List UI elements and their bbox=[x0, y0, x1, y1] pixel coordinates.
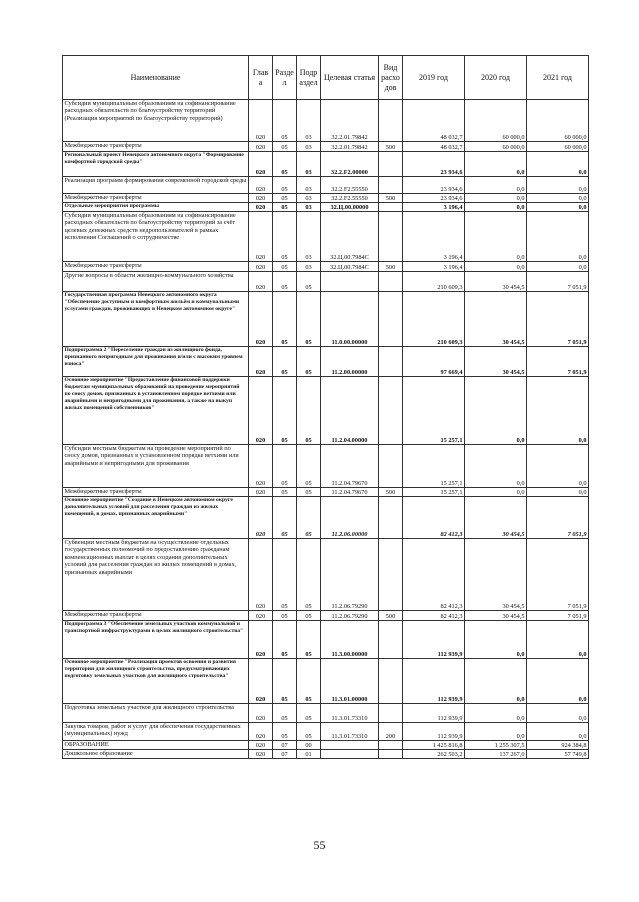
cell-2021: 0,0 bbox=[527, 194, 589, 203]
cell-podrazdel: 03 bbox=[297, 177, 321, 194]
cell-target: 11.3.01.73310 bbox=[321, 704, 379, 723]
cell-glava: 020 bbox=[249, 741, 273, 750]
cell-glava: 020 bbox=[249, 212, 273, 262]
cell-glava: 020 bbox=[249, 203, 273, 212]
cell-target: 32.Ц.00.00000 bbox=[321, 203, 379, 212]
cell-vid bbox=[379, 704, 403, 723]
cell-2020: 30 454,5 bbox=[465, 272, 527, 292]
cell-glava: 020 bbox=[249, 621, 273, 659]
table-row bbox=[63, 152, 589, 177]
cell-vid: 500 bbox=[379, 611, 403, 621]
cell-podrazdel: 05 bbox=[297, 488, 321, 497]
cell-2019: 262 503,2 bbox=[403, 750, 465, 759]
cell-name: ОБРАЗОВАНИЕ bbox=[63, 741, 249, 750]
cell-2019: 112 939,9 bbox=[403, 621, 465, 659]
cell-target: 11.0.00.00000 bbox=[321, 292, 379, 347]
cell-podrazdel: 05 bbox=[297, 292, 321, 347]
table-row bbox=[63, 272, 589, 292]
cell-2021: 7 051,9 bbox=[527, 292, 589, 347]
cell-razdel: 05 bbox=[273, 659, 297, 704]
cell-2020: 137 267,0 bbox=[465, 750, 527, 759]
cell-podrazdel: 03 bbox=[297, 142, 321, 152]
cell-target bbox=[321, 750, 379, 759]
cell-target: 32.Ц.00.7984С bbox=[321, 262, 379, 272]
cell-2021: 60 000,0 bbox=[527, 142, 589, 152]
cell-vid bbox=[379, 212, 403, 262]
header-2020: 2020 год bbox=[465, 56, 527, 100]
cell-glava: 020 bbox=[249, 659, 273, 704]
table-body bbox=[63, 100, 589, 759]
cell-razdel: 05 bbox=[273, 723, 297, 741]
cell-vid bbox=[379, 152, 403, 177]
cell-2019: 3 196,4 bbox=[403, 203, 465, 212]
cell-name: Субсидии местным бюджетам на проведение мероприятий по сносу домов, признанных в установленном порядке ветхими или аварийными и непригодными для проживания bbox=[63, 445, 249, 488]
cell-glava: 020 bbox=[249, 611, 273, 621]
cell-vid bbox=[379, 659, 403, 704]
table-row bbox=[63, 262, 589, 272]
cell-podrazdel: 03 bbox=[297, 212, 321, 262]
cell-vid bbox=[379, 445, 403, 488]
cell-name: Закупка товаров, работ и услуг для обеспечения государственных (муниципальных) нужд bbox=[63, 723, 249, 741]
cell-podrazdel: 03 bbox=[297, 194, 321, 203]
header-2021: 2021 год bbox=[527, 56, 589, 100]
table-row bbox=[63, 621, 589, 659]
cell-2021: 0,0 bbox=[527, 704, 589, 723]
cell-vid bbox=[379, 621, 403, 659]
cell-2021: 0,0 bbox=[527, 212, 589, 262]
cell-name: Другие вопросы в области жилищно-коммунального хозяйства bbox=[63, 272, 249, 292]
table-row bbox=[63, 377, 589, 445]
table-row bbox=[63, 292, 589, 347]
cell-name: Субвенции местным бюджетам на осуществление отдельных государственных полномочий по предоставлению гражданам компенсационных выплат в целях создания дополнительных условий для расселения граждан из жилых помещений в домах, признанных аварийными bbox=[63, 539, 249, 611]
header-glava: Глав а bbox=[249, 56, 273, 100]
cell-glava: 020 bbox=[249, 292, 273, 347]
cell-target: 32.Ц.00.7984С bbox=[321, 212, 379, 262]
cell-2021: 0,0 bbox=[527, 488, 589, 497]
cell-name: Субсидии муниципальным образованиям на софинансирование расходных обязательств по благоустройству территорий за счёт целевых денежных средств недропользователей в рамках исполнения Соглашений о сотрудничестве bbox=[63, 212, 249, 262]
cell-2020: 30 454,5 bbox=[465, 347, 527, 377]
cell-razdel: 05 bbox=[273, 194, 297, 203]
cell-2020: 0,0 bbox=[465, 203, 527, 212]
cell-2019: 3 196,4 bbox=[403, 262, 465, 272]
cell-2019: 82 412,3 bbox=[403, 539, 465, 611]
cell-podrazdel: 05 bbox=[297, 659, 321, 704]
cell-razdel: 05 bbox=[273, 272, 297, 292]
cell-target: 11.2.04.00000 bbox=[321, 377, 379, 445]
cell-2021: 0,0 bbox=[527, 621, 589, 659]
cell-2019: 112 939,9 bbox=[403, 704, 465, 723]
cell-2020: 0,0 bbox=[465, 152, 527, 177]
cell-razdel: 05 bbox=[273, 497, 297, 539]
cell-name: Реализация программ формирования современной городской среды bbox=[63, 177, 249, 194]
cell-podrazdel: 05 bbox=[297, 377, 321, 445]
cell-target: 11.2.04.79670 bbox=[321, 488, 379, 497]
cell-2020: 60 000,0 bbox=[465, 142, 527, 152]
cell-2020: 30 454,5 bbox=[465, 497, 527, 539]
cell-podrazdel: 05 bbox=[297, 347, 321, 377]
cell-target: 11.3.00.00000 bbox=[321, 621, 379, 659]
cell-podrazdel: 03 bbox=[297, 203, 321, 212]
cell-target: 11.3.01.73310 bbox=[321, 723, 379, 741]
table-row bbox=[63, 741, 589, 750]
cell-vid bbox=[379, 272, 403, 292]
cell-2020: 0,0 bbox=[465, 488, 527, 497]
cell-vid bbox=[379, 347, 403, 377]
cell-razdel: 05 bbox=[273, 203, 297, 212]
cell-vid: 200 bbox=[379, 723, 403, 741]
cell-2020: 60 000,0 bbox=[465, 100, 527, 142]
cell-2020: 30 454,5 bbox=[465, 292, 527, 347]
cell-name: Подпрограмма 3 "Обеспечение земельных участков коммунальной и транспортной инфраструктурами в целях жилищного строительства" bbox=[63, 621, 249, 659]
cell-razdel: 05 bbox=[273, 262, 297, 272]
header-target: Целевая статья bbox=[321, 56, 379, 100]
cell-2020: 0,0 bbox=[465, 659, 527, 704]
cell-2021: 924 384,8 bbox=[527, 741, 589, 750]
cell-2021: 60 000,0 bbox=[527, 100, 589, 142]
cell-glava: 020 bbox=[249, 152, 273, 177]
header-name: Наименование bbox=[63, 56, 249, 100]
cell-2020: 0,0 bbox=[465, 621, 527, 659]
header-2019: 2019 год bbox=[403, 56, 465, 100]
cell-2019: 23 934,6 bbox=[403, 152, 465, 177]
cell-razdel: 05 bbox=[273, 177, 297, 194]
cell-2019: 210 609,3 bbox=[403, 292, 465, 347]
cell-name: Основное мероприятие "Предоставление финансовой поддержки бюджетам муниципальных образований на проведение мероприятий по сносу домов, признанных в установленном порядке ветхими или аварийными и непригодными для проживания, а также на выкуп жилых помещений собственников" bbox=[63, 377, 249, 445]
cell-2020: 0,0 bbox=[465, 445, 527, 488]
cell-podrazdel: 05 bbox=[297, 723, 321, 741]
cell-vid: 500 bbox=[379, 488, 403, 497]
cell-target: 11.2.06.79290 bbox=[321, 611, 379, 621]
cell-glava: 020 bbox=[249, 142, 273, 152]
cell-glava: 020 bbox=[249, 750, 273, 759]
cell-target bbox=[321, 272, 379, 292]
cell-razdel: 05 bbox=[273, 100, 297, 142]
cell-2019: 210 609,3 bbox=[403, 272, 465, 292]
table-row bbox=[63, 659, 589, 704]
cell-2021: 7 051,9 bbox=[527, 611, 589, 621]
cell-2020: 0,0 bbox=[465, 723, 527, 741]
cell-2021: 0,0 bbox=[527, 177, 589, 194]
cell-name: Межбюджетные трансферты bbox=[63, 142, 249, 152]
cell-2020: 0,0 bbox=[465, 212, 527, 262]
table-row bbox=[63, 704, 589, 723]
cell-2019: 3 196,4 bbox=[403, 212, 465, 262]
table-row bbox=[63, 212, 589, 262]
cell-2020: 0,0 bbox=[465, 377, 527, 445]
table-row bbox=[63, 445, 589, 488]
cell-2021: 0,0 bbox=[527, 377, 589, 445]
table-row bbox=[63, 488, 589, 497]
cell-name: Подготовка земельных участков для жилищного строительства bbox=[63, 704, 249, 723]
cell-glava: 020 bbox=[249, 445, 273, 488]
cell-glava: 020 bbox=[249, 723, 273, 741]
cell-razdel: 07 bbox=[273, 750, 297, 759]
cell-glava: 020 bbox=[249, 194, 273, 203]
cell-name: Субсидии муниципальным образованиям на софинансирование расходных обязательств по благоустройству территорий (Реализация мероприятий по благоустройству территорий) bbox=[63, 100, 249, 142]
cell-target: 32.2.F2.00000 bbox=[321, 152, 379, 177]
cell-razdel: 07 bbox=[273, 741, 297, 750]
cell-name: Основное мероприятие "Реализация проектов освоения и развития территории для жилищного строительства, предусматривающих подготовку земельных участков для жилищного строительства" bbox=[63, 659, 249, 704]
cell-vid bbox=[379, 539, 403, 611]
cell-2019: 15 257,1 bbox=[403, 445, 465, 488]
budget-table bbox=[62, 55, 589, 759]
cell-target: 11.2.04.79670 bbox=[321, 445, 379, 488]
table-row bbox=[63, 100, 589, 142]
header-row bbox=[63, 56, 589, 100]
cell-razdel: 05 bbox=[273, 152, 297, 177]
cell-2021: 7 051,9 bbox=[527, 347, 589, 377]
cell-2021: 7 051,9 bbox=[527, 272, 589, 292]
cell-podrazdel: 05 bbox=[297, 445, 321, 488]
cell-glava: 020 bbox=[249, 497, 273, 539]
cell-podrazdel: 05 bbox=[297, 539, 321, 611]
cell-2021: 0,0 bbox=[527, 723, 589, 741]
cell-2021: 0,0 bbox=[527, 445, 589, 488]
cell-glava: 020 bbox=[249, 704, 273, 723]
cell-2019: 15 257,1 bbox=[403, 377, 465, 445]
cell-2019: 23 934,6 bbox=[403, 177, 465, 194]
cell-podrazdel: 03 bbox=[297, 100, 321, 142]
cell-target bbox=[321, 741, 379, 750]
table-row bbox=[63, 177, 589, 194]
cell-podrazdel: 05 bbox=[297, 272, 321, 292]
header-razdel: Разде л bbox=[273, 56, 297, 100]
cell-vid bbox=[379, 177, 403, 194]
table-row bbox=[63, 750, 589, 759]
cell-name: Межбюджетные трансферты bbox=[63, 194, 249, 203]
cell-target: 11.2.00.00000 bbox=[321, 347, 379, 377]
table-row bbox=[63, 347, 589, 377]
page-number: 55 bbox=[313, 838, 326, 852]
cell-name: Отдельные мероприятия программы bbox=[63, 203, 249, 212]
cell-razdel: 05 bbox=[273, 704, 297, 723]
cell-razdel: 05 bbox=[273, 212, 297, 262]
cell-2019: 1 425 816,8 bbox=[403, 741, 465, 750]
cell-razdel: 05 bbox=[273, 488, 297, 497]
cell-2021: 0,0 bbox=[527, 262, 589, 272]
cell-target: 11.2.06.00000 bbox=[321, 497, 379, 539]
cell-2021: 7 051,9 bbox=[527, 497, 589, 539]
cell-vid bbox=[379, 100, 403, 142]
cell-glava: 020 bbox=[249, 262, 273, 272]
cell-vid bbox=[379, 750, 403, 759]
cell-vid bbox=[379, 203, 403, 212]
cell-razdel: 05 bbox=[273, 347, 297, 377]
cell-2019: 15 257,1 bbox=[403, 488, 465, 497]
cell-podrazdel: 03 bbox=[297, 152, 321, 177]
cell-2021: 57 749,8 bbox=[527, 750, 589, 759]
cell-2019: 82 412,3 bbox=[403, 497, 465, 539]
cell-2020: 30 454,5 bbox=[465, 539, 527, 611]
cell-vid bbox=[379, 741, 403, 750]
table-row bbox=[63, 203, 589, 212]
cell-name: Подпрограмма 2 "Переселение граждан из жилищного фонда, признанного непригодным для проживания и/или с высоким уровнем износа" bbox=[63, 347, 249, 377]
cell-name: Межбюджетные трансферты bbox=[63, 262, 249, 272]
table-row bbox=[63, 723, 589, 741]
cell-razdel: 05 bbox=[273, 621, 297, 659]
cell-glava: 020 bbox=[249, 539, 273, 611]
cell-2020: 0,0 bbox=[465, 177, 527, 194]
cell-target: 32.2.01.79842 bbox=[321, 100, 379, 142]
cell-2021: 0,0 bbox=[527, 203, 589, 212]
cell-glava: 020 bbox=[249, 377, 273, 445]
cell-razdel: 05 bbox=[273, 292, 297, 347]
cell-2020: 1 255 307,5 bbox=[465, 741, 527, 750]
cell-podrazdel: 05 bbox=[297, 621, 321, 659]
cell-2019: 82 412,3 bbox=[403, 611, 465, 621]
cell-2019: 112 939,9 bbox=[403, 723, 465, 741]
cell-razdel: 05 bbox=[273, 445, 297, 488]
cell-glava: 020 bbox=[249, 488, 273, 497]
cell-glava: 020 bbox=[249, 100, 273, 142]
cell-2019: 23 934,6 bbox=[403, 194, 465, 203]
cell-podrazdel: 05 bbox=[297, 611, 321, 621]
cell-target: 11.3.01.00000 bbox=[321, 659, 379, 704]
cell-name: Межбюджетные трансферты bbox=[63, 488, 249, 497]
cell-2021: 0,0 bbox=[527, 152, 589, 177]
cell-target: 32.2.01.79842 bbox=[321, 142, 379, 152]
table-row bbox=[63, 611, 589, 621]
cell-podrazdel: 00 bbox=[297, 741, 321, 750]
cell-2019: 48 032,7 bbox=[403, 142, 465, 152]
cell-target: 32.2.F2.55550 bbox=[321, 177, 379, 194]
cell-2019: 97 669,4 bbox=[403, 347, 465, 377]
header-vid: Вид расхо дов bbox=[379, 56, 403, 100]
cell-razdel: 05 bbox=[273, 539, 297, 611]
cell-razdel: 05 bbox=[273, 611, 297, 621]
cell-podrazdel: 05 bbox=[297, 704, 321, 723]
cell-vid bbox=[379, 377, 403, 445]
table-row bbox=[63, 142, 589, 152]
table-row bbox=[63, 497, 589, 539]
table-row bbox=[63, 539, 589, 611]
cell-2019: 48 032,7 bbox=[403, 100, 465, 142]
table-row bbox=[63, 194, 589, 203]
cell-target: 11.2.06.79290 bbox=[321, 539, 379, 611]
cell-podrazdel: 03 bbox=[297, 262, 321, 272]
cell-glava: 020 bbox=[249, 272, 273, 292]
cell-target: 32.2.F2.55550 bbox=[321, 194, 379, 203]
cell-glava: 020 bbox=[249, 177, 273, 194]
cell-name: Межбюджетные трансферты bbox=[63, 611, 249, 621]
cell-razdel: 05 bbox=[273, 142, 297, 152]
cell-2020: 0,0 bbox=[465, 262, 527, 272]
cell-vid: 500 bbox=[379, 142, 403, 152]
cell-name: Государственная программа Ненецкого автономного округа "Обеспечение доступным и комфортным жильём и коммунальными услугами граждан, проживающих в Ненецком автономном округе" bbox=[63, 292, 249, 347]
cell-2019: 112 939,9 bbox=[403, 659, 465, 704]
cell-razdel: 05 bbox=[273, 377, 297, 445]
cell-2020: 0,0 bbox=[465, 704, 527, 723]
cell-podrazdel: 05 bbox=[297, 497, 321, 539]
cell-vid: 500 bbox=[379, 262, 403, 272]
cell-vid: 500 bbox=[379, 194, 403, 203]
header-podrazdel: Подр аздел bbox=[297, 56, 321, 100]
cell-name: Основное мероприятие "Создание в Ненецком автономном округе дополнительных условий для расселения граждан из жилых помещений, в домах, признанных аварийными" bbox=[63, 497, 249, 539]
cell-glava: 020 bbox=[249, 347, 273, 377]
cell-podrazdel: 01 bbox=[297, 750, 321, 759]
cell-vid bbox=[379, 497, 403, 539]
cell-2020: 0,0 bbox=[465, 194, 527, 203]
cell-name: Дошкольное образование bbox=[63, 750, 249, 759]
cell-name: Региональный проект Ненецкого автономного округа "Формирование комфортной городской среды" bbox=[63, 152, 249, 177]
cell-2020: 30 454,5 bbox=[465, 611, 527, 621]
cell-2021: 0,0 bbox=[527, 659, 589, 704]
cell-2021: 7 051,9 bbox=[527, 539, 589, 611]
cell-vid bbox=[379, 292, 403, 347]
